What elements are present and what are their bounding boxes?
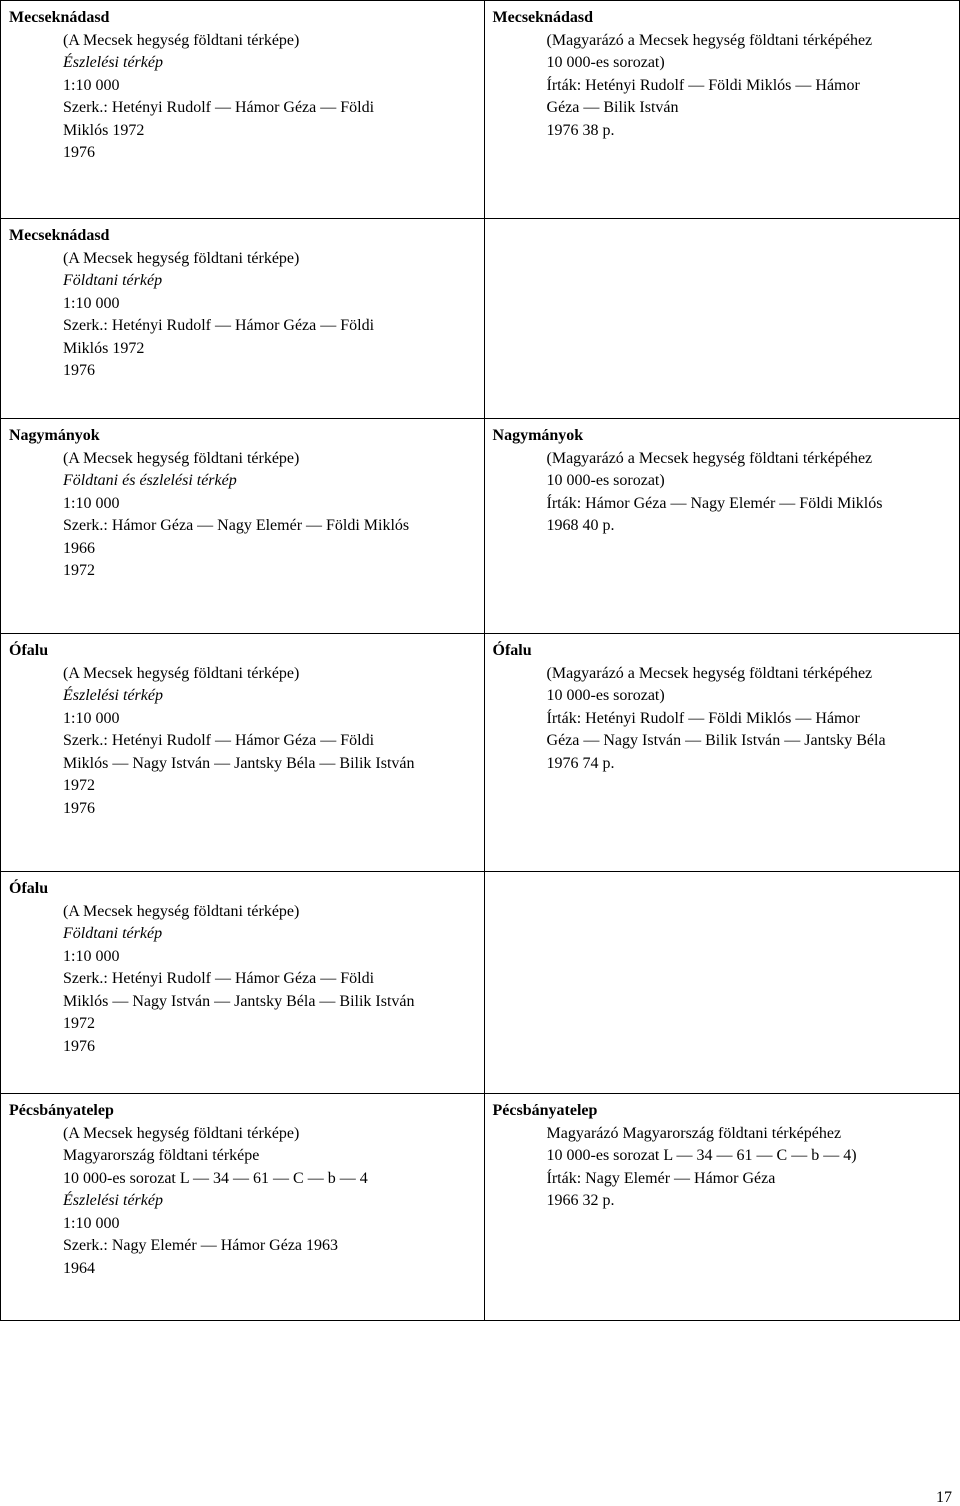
map-type-line: Földtani és észlelési térkép xyxy=(63,472,237,489)
authors-line: Írták: Hetényi Rudolf — Földi Miklós — Hámor xyxy=(546,76,860,94)
editors-line-cont: Miklós — Nagy István — Jantsky Béla — Bilik István xyxy=(63,754,415,772)
editors-line: Szerk.: Hetényi Rudolf — Hámor Géza — Földi xyxy=(63,317,375,334)
editors-line: Szerk.: Hámor Géza — Nagy Elemér — Földi Miklós xyxy=(63,517,410,534)
place-name: Mecseknádasd xyxy=(9,227,110,244)
series-line: 10 000-es sorozat) xyxy=(546,687,665,704)
series-line: (A Mecsek hegység földtani térképe) xyxy=(63,902,300,920)
scale-line: 1:10 000 xyxy=(63,76,120,94)
place-name: Pécsbányatelep xyxy=(9,1102,114,1119)
year-line: 1976 xyxy=(63,144,95,161)
scale-line: 1:10 000 xyxy=(63,709,120,727)
place-name: Nagymányok xyxy=(492,427,584,444)
catalog-row xyxy=(1,419,960,634)
editors-line: Szerk.: Nagy Elemér — Hámor Géza 1963 xyxy=(63,1237,339,1254)
editors-line-cont: Miklós 1972 xyxy=(63,339,145,357)
series-line: (A Mecsek hegység földtani térképe) xyxy=(63,449,300,467)
map-type-line: Észlelési térkép xyxy=(63,54,163,71)
explanation-entry-cell xyxy=(484,419,959,634)
series-line: (A Mecsek hegység földtani térképe) xyxy=(63,1124,300,1142)
editors-line-cont: Miklós — Nagy István — Jantsky Béla — Bilik István xyxy=(63,992,415,1010)
editors-line: Szerk.: Hetényi Rudolf — Hámor Géza — Földi xyxy=(63,970,375,987)
year-pages-line: 1968 40 p. xyxy=(546,517,615,534)
empty-cell xyxy=(484,872,959,1094)
year-pages-line: 1976 74 p. xyxy=(546,754,615,772)
year-line: 1972 xyxy=(63,562,95,579)
sheet-line: 10 000-es sorozat L — 34 — 61 — C — b — 4 xyxy=(63,1169,368,1187)
explanation-entry-cell xyxy=(484,1,959,219)
map-type-line: Földtani térkép xyxy=(63,272,163,289)
series-line: (A Mecsek hegység földtani térképe) xyxy=(63,664,300,682)
place-name: Nagymányok xyxy=(9,427,100,444)
year-pages-line: 1966 32 p. xyxy=(546,1192,615,1209)
explanation-title-line: Magyarázó Magyarország földtani térképéhez xyxy=(546,1124,842,1142)
explanation-entry-cell xyxy=(484,634,959,872)
series-line: 10 000-es sorozat) xyxy=(546,54,665,71)
year-line: 1976 xyxy=(63,1037,95,1055)
catalog-row xyxy=(1,1094,960,1321)
place-name: Mecseknádasd xyxy=(492,9,593,26)
catalog-row xyxy=(1,634,960,872)
year-line: 1964 xyxy=(63,1259,95,1277)
map-entry-cell xyxy=(1,219,485,419)
place-name: Pécsbányatelep xyxy=(492,1102,598,1119)
authors-line: Írták: Nagy Elemér — Hámor Géza xyxy=(546,1169,776,1187)
authors-line-cont: Géza — Nagy István — Bilik István — Jantsky Béla xyxy=(546,732,886,749)
explanation-entry-cell xyxy=(484,1094,959,1321)
scale-line: 1:10 000 xyxy=(63,1214,120,1232)
editors-line-cont: Miklós 1972 xyxy=(63,121,145,139)
year-line: 1976 xyxy=(63,362,95,379)
scale-line: 1:10 000 xyxy=(63,947,120,965)
map-type-line: Földtani térkép xyxy=(63,925,163,942)
map-entry-cell xyxy=(1,872,485,1094)
catalog-row xyxy=(1,1,960,219)
place-name: Ófalu xyxy=(492,642,532,659)
map-type-line: Észlelési térkép xyxy=(63,687,163,704)
catalog-row xyxy=(1,872,960,1094)
editors-line: Szerk.: Hetényi Rudolf — Hámor Géza — Földi xyxy=(63,732,375,749)
year-line: 1972 xyxy=(63,777,95,794)
empty-cell xyxy=(484,219,959,419)
sheet-line: 10 000-es sorozat L — 34 — 61 — C — b — 4) xyxy=(546,1147,857,1164)
editors-line: Szerk.: Hetényi Rudolf — Hámor Géza — Földi xyxy=(63,99,375,116)
authors-line-cont: Géza — Bilik István xyxy=(546,99,679,116)
scale-line: 1:10 000 xyxy=(63,494,120,512)
place-name: Mecseknádasd xyxy=(9,9,110,26)
year-line: 1972 xyxy=(63,1015,95,1032)
map-entry-cell xyxy=(1,1094,485,1321)
map-type-line: Észlelési térkép xyxy=(63,1192,163,1209)
scale-line: 1:10 000 xyxy=(63,294,120,312)
year-line: 1976 xyxy=(63,799,95,817)
year-pages-line: 1976 38 p. xyxy=(546,121,615,139)
catalog-row xyxy=(1,219,960,419)
explanation-title-line: (Magyarázó a Mecsek hegység földtani térképéhez xyxy=(546,31,873,49)
authors-line: Írták: Hetényi Rudolf — Földi Miklós — Hámor xyxy=(546,709,860,727)
map-title-line: Magyarország földtani térképe xyxy=(63,1147,260,1164)
authors-line: Írták: Hámor Géza — Nagy Elemér — Földi Miklós xyxy=(546,494,883,512)
series-line: (A Mecsek hegység földtani térképe) xyxy=(63,31,300,49)
map-entry-cell xyxy=(1,634,485,872)
place-name: Ófalu xyxy=(9,880,49,897)
page-number: 17 xyxy=(936,1489,952,1506)
explanation-title-line: (Magyarázó a Mecsek hegység földtani térképéhez xyxy=(546,664,873,682)
year-line: 1966 xyxy=(63,539,95,557)
series-line: (A Mecsek hegység földtani térképe) xyxy=(63,249,300,267)
explanation-title-line: (Magyarázó a Mecsek hegység földtani térképéhez xyxy=(546,449,873,467)
map-entry-cell xyxy=(1,419,485,634)
place-name: Ófalu xyxy=(9,642,49,659)
series-line: 10 000-es sorozat) xyxy=(546,472,665,489)
map-entry-cell xyxy=(1,1,485,219)
